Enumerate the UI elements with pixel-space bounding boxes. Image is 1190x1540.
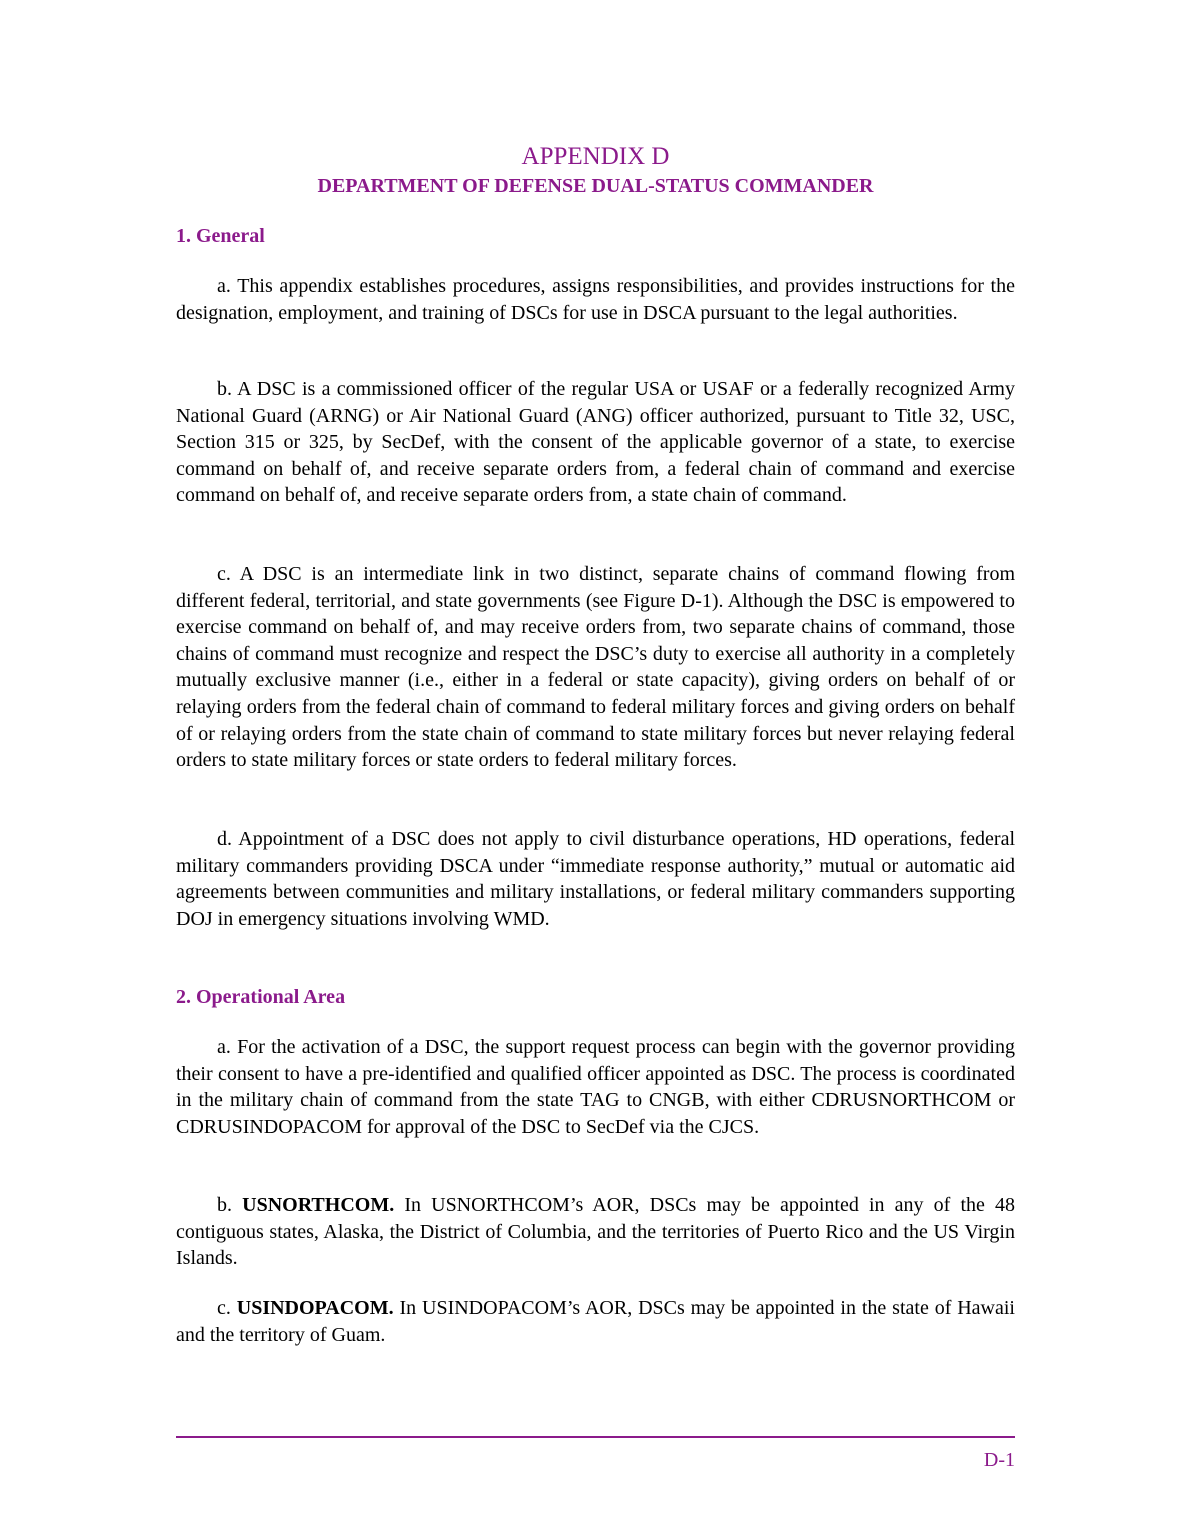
- paragraph-1a: a. This appendix establishes procedures, assigns responsibilities, and provides instructions for the designation, employment, and training of DSCs for use in DSCA pursuant to the legal authorities.: [176, 275, 1015, 324]
- appendix-title: DEPARTMENT OF DEFENSE DUAL-STATUS COMMANDER: [317, 175, 874, 197]
- paragraph-2c-lead: c.: [217, 1297, 237, 1319]
- paragraph-1d: d. Appointment of a DSC does not apply to civil disturbance operations, HD operations, federal military commanders providing DSCA under “immediate response authority,” mutual or automatic aid agreements between communities and military installations, or federal military commanders supporting DOJ in emergency situations involving WMD.: [176, 828, 1015, 930]
- paragraph-2c-text: In USINDOPACOM’s AOR, DSCs may be appointed in the state of Hawaii and the territory of Guam.: [176, 1297, 1015, 1346]
- paragraph-2b: [176, 1192, 1015, 1272]
- paragraph-1b: b. A DSC is a commissioned officer of the regular USA or USAF or a federally recognized Army National Guard (ARNG) or Air National Guard (ANG) officer authorized, pursuant to Title 32, USC, Section 315 or 325, by SecDef, with the consent of the applicable governor of a state, to exercise command on behalf of, and receive separate orders from, a federal chain of command and exercise command on behalf of, and receive separate orders from, a state chain of command.: [176, 378, 1015, 507]
- paragraph-2b-bold: USNORTHCOM.: [242, 1194, 395, 1216]
- footer-rule: [176, 1436, 1015, 1438]
- paragraph-1c: c. A DSC is an intermediate link in two distinct, separate chains of command flowing from different federal, territorial, and state governments (see Figure D-1). Although the DSC is empowered to exercise command on behalf of, and may receive orders from, two separate chains of command, those chains of command must recognize and respect the DSC’s duty to exercise all authority in a completely mutually exclusive manner (i.e., either in a federal or state capacity), giving orders on behalf of or relaying orders from the federal chain of command to federal military forces and giving orders on behalf of or relaying orders from the state chain of command to state military forces but never relaying federal orders to state military forces or state orders to federal military forces.: [176, 563, 1015, 772]
- section-heading-operational-area: 2. Operational Area: [176, 986, 346, 1008]
- paragraph-2c: [176, 1295, 1015, 1348]
- paragraph-2c-bold: USINDOPACOM.: [236, 1297, 394, 1319]
- paragraph-2a: a. For the activation of a DSC, the support request process can begin with the governor providing their consent to have a pre-identified and qualified officer appointed as DSC. The process is coordinated in the military chain of command from the state TAG to CNGB, with either CDRUSNORTHCOM or CDRUSINDOPACOM for approval of the DSC to SecDef via the CJCS.: [176, 1036, 1015, 1138]
- page-number: D-1: [983, 1449, 1015, 1471]
- appendix-label: APPENDIX D: [521, 143, 670, 170]
- section-heading-general: 1. General: [176, 225, 265, 247]
- paragraph-2b-lead: b.: [217, 1194, 243, 1216]
- paragraph-2b-text: In USNORTHCOM’s AOR, DSCs may be appointed in any of the 48 contiguous states, Alaska, the District of Columbia, and the territories of Puerto Rico and the US Virgin Islands.: [176, 1194, 1015, 1270]
- document-page: [176, 0, 1015, 1540]
